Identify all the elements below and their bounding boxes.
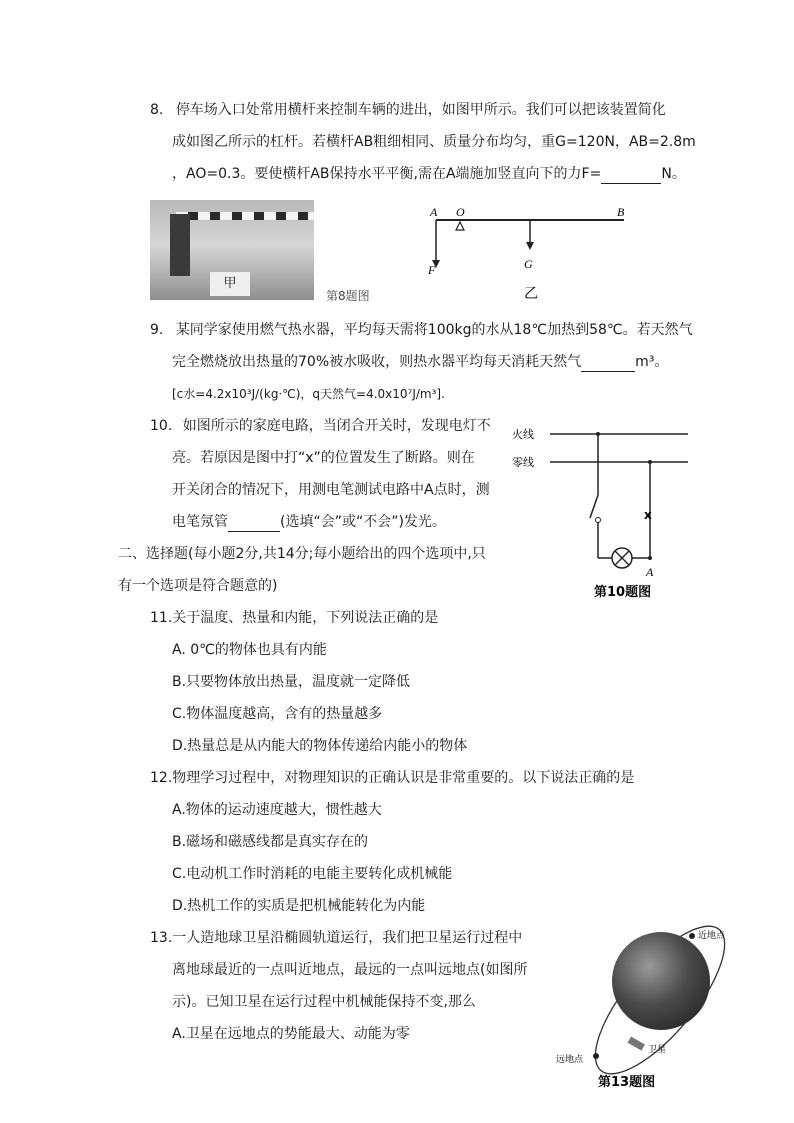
- apogee-dot: [593, 1053, 599, 1059]
- q13-text-1: 13.一人造地球卫星沿椭圆轨道运行，我们把卫星运行过程中: [150, 930, 523, 946]
- q8-line-1: [150, 100, 666, 120]
- q12-option-c[interactable]: C.电动机工作时消耗的电能主要转化成机械能: [172, 866, 453, 882]
- q12-option-d[interactable]: D.热机工作的实质是把机械能转化为内能: [172, 898, 426, 914]
- q10-text-1: 如图所示的家庭电路，当闭合开关时，发现电灯不: [182, 418, 491, 434]
- q11-option-a[interactable]: A. 0℃的物体也具有内能: [172, 642, 327, 658]
- q12-stem: 12.物理学习过程中，对物理知识的正确认识是非常重要的。以下说法正确的是: [150, 770, 635, 786]
- point-a-dot: [648, 556, 652, 560]
- q12-option-b[interactable]: B.磁场和磁感线都是真实存在的: [172, 834, 369, 850]
- label-f: F: [428, 263, 436, 277]
- q10-circuit-diagram: [510, 420, 700, 600]
- q10-text-4b: (选填“会”或“不会”)发光。: [280, 514, 446, 530]
- section-2-line-2: 有一个选项是符合题意的): [118, 578, 278, 594]
- q8-figure-footer: 第8题图: [326, 289, 370, 303]
- neutral-wire-label: 零线: [512, 456, 534, 469]
- q9-text-2a: 完全燃烧放出热量的70%被水吸收，则热水器平均每天消耗天然气: [172, 354, 582, 370]
- label-g: G: [524, 257, 533, 271]
- diagram-caption-yi: 乙: [524, 286, 538, 302]
- q13-text-3: 示)。已知卫星在运行过程中机械能保持不变,那么: [172, 994, 476, 1010]
- q11-stem: 11.关于温度、热量和内能，下列说法正确的是: [150, 610, 439, 626]
- q10-caption: 第10题图: [594, 585, 652, 600]
- q10-text-4a: 电笔氖管: [172, 514, 228, 530]
- q8-photo: [150, 200, 314, 300]
- perigee-dot: [689, 933, 695, 939]
- satellite-label: 卫星: [648, 1045, 667, 1055]
- q13-text-2: 离地球最近的一点叫近地点，最远的一点叫远地点(如图所: [172, 962, 528, 978]
- gravity-arrowhead: [526, 242, 534, 250]
- q11-option-d[interactable]: D.热量总是从内能大的物体传递给内能小的物体: [172, 738, 468, 754]
- q8-text-1: 停车场入口处常用横杆来控制车辆的进出，如图甲所示。我们可以把该装置简化: [175, 102, 666, 118]
- q10-text-2: 亮。若原因是图中打“x”的位置发生了断路。则在: [172, 450, 475, 466]
- q9-line-2: [172, 352, 668, 372]
- q9-answer-blank[interactable]: [581, 355, 635, 372]
- q8-photo-caption: 甲: [210, 272, 250, 296]
- live-wire-label: 火线: [512, 428, 534, 441]
- q12-option-a[interactable]: A.物体的运动速度越大，惯性越大: [172, 802, 382, 818]
- section-2-line-1: 二、选择题(每小题2分,共14分;每小题给出的四个选项中,只: [118, 546, 486, 562]
- q8-line-3: [172, 164, 686, 184]
- q8-answer-blank[interactable]: [601, 167, 661, 184]
- earth-globe: [612, 932, 710, 1030]
- barrier-post: [170, 214, 190, 276]
- q10-text-3: 开关闭合的情况下，用测电笔测试电路中A点时，测: [172, 482, 490, 498]
- q10-number: 10.: [150, 418, 173, 434]
- q9-text-1: 某同学家使用燃气热水器，平均每天需将100kg的水从18℃加热到58℃。若天然气: [175, 322, 693, 338]
- q8-lever-diagram: [420, 200, 640, 304]
- q9-number: 9.: [150, 322, 164, 338]
- q13-caption: 第13题图: [598, 1075, 656, 1090]
- switch-blade: [590, 495, 598, 518]
- label-o: O: [456, 205, 465, 219]
- label-a: A: [430, 205, 438, 219]
- q9-constants: [c水=4.2x10³J/(kg·℃)，q天然气=4.0x10⁷J/m³].: [172, 387, 445, 401]
- q8-text-3b: N。: [661, 166, 686, 182]
- q9-text-2b: m³。: [635, 354, 669, 370]
- break-mark: x: [644, 508, 652, 522]
- q8-number: 8.: [150, 102, 164, 118]
- barrier-arm: [176, 212, 314, 220]
- q9-line-1: [150, 320, 693, 340]
- q10-answer-blank[interactable]: [228, 515, 280, 532]
- apogee-label: 远地点: [556, 1055, 584, 1065]
- q11-option-c[interactable]: C.物体温度越高，含有的热量越多: [172, 706, 383, 722]
- satellite-icon: [628, 1037, 645, 1051]
- fulcrum-triangle: [456, 222, 464, 230]
- q10-line-1: [150, 416, 491, 436]
- perigee-label: 近地点: [698, 931, 726, 941]
- switch-contact: [596, 518, 601, 523]
- point-a-label: A: [646, 565, 654, 579]
- q11-option-b[interactable]: B.只要物体放出热量，温度就一定降低: [172, 674, 411, 690]
- q8-text-3a: ，AO=0.3。要使横杆AB保持水平平衡,需在A端施加竖直向下的力F=: [172, 166, 602, 182]
- q10-line-4: [172, 512, 446, 532]
- label-b: B: [617, 205, 625, 219]
- q8-text-2: 成如图乙所示的杠杆。若横杆AB粗细相同、质量分布均匀，重G=120N，AB=2.8m: [172, 134, 696, 150]
- q13-option-a[interactable]: A.卫星在远地点的势能最大、动能为零: [172, 1026, 410, 1042]
